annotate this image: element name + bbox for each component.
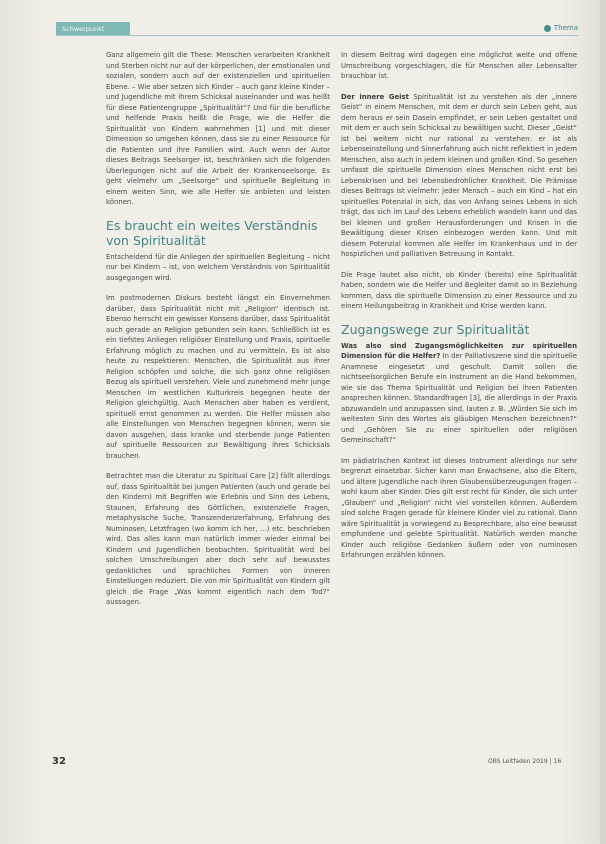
paragraph: Betrachtet man die Literatur zu Spiritual Care [2] fällt allerdings auf, dass Spiritualität bei jungen Patienten (auch und gerade bei den Kindern) mit Begriffen wie Erlebnis und Sinn des Lebens, Staunen, Erfahrung des Göttlichen, existenzielle Fragen, metaphysische Suche, Transzendenzerfahrung, Erfahrung des Numinosen, Letztfragen (wo komm ich her, ...) etc. beschrieben wird. Das alles kann man natürlich immer wieder einmal bei Kindern und Jugendlichen beobachten. Spiritualität wird bei solchen Umschreibungen aber doch sehr auf bewusstes gedankliches und sprachliches Formen von inneren Einstellungen reduziert. Die von mir Spiritualität von Kindern gilt gleich die Frage „Was kommt eigentlich nach dem Tod?“ aussagen.	[106, 472, 330, 606]
header-rule	[56, 35, 578, 36]
left-column	[106, 50, 330, 618]
paragraph: Entscheidend für die Anliegen der spirituellen Begleitung – nicht nur bei Kindern – ist, von welchem Verständnis von Spiritualität ausgegangen wird.	[106, 252, 330, 282]
paragraph-body: In der Palliativszene sind die spirituelle Anamnese eingesetzt und geschult. Damit sollen die nichtseelsorglichen Berufe ein Instrument an die Hand bekommen, wie sie das Thema Spiritualität und Religion bei ihren Patienten ansprechen können. Standardfragen [3], die allerdings in der Praxis abzuwandeln und anzupassen sind, lauten z. B. „Würden Sie sich im weitesten Sinn des Wortes als gläubigen Menschen bezeichnen?“ und „Gehören Sie zu einer spirituellen oder religiösen Gemeinschaft?“	[341, 352, 578, 444]
category-label	[544, 24, 578, 32]
section-tab: Schwerpunkt	[56, 22, 130, 36]
paragraph-lead: Was also sind Zugangsmöglichkeiten zur spirituellen Dimension für die Helfer?	[341, 341, 577, 360]
circle-marker-icon	[544, 25, 551, 32]
section-heading: Zugangswege zur Spiritualität	[341, 321, 530, 337]
paragraph: Im postmodernen Diskurs besteht längst ein Einvernehmen darüber, dass Spiritualität nicht mit „Religion“ identisch ist. Ebenso herrscht ein gewisser Konsens darüber, dass Spiritualität auch gerade an Religion gebunden sein kann. Schließlich ist es ein tiefstes Anliegen religiöser Einstellung und Praxis, spirituelle Erfahrung möglich zu machen und zu vermitteln. Es ist also heute zu respektieren: Menschen, die Spiritualität aus ihrer Religion schöpfen und solche, die sich ganz ohne religiösen Bezug als spirituell verstehen. Viele und zunehmend mehr junge Menschen im westlichen Kulturkreis begegnen heute der Religion gleichgültig. Auch Menschen aber haben es verdient, spirituell ernst genommen zu werden. Die Helfer müssen also alle Einstellungen von Menschen begegnen können, wenn sie davon ausgehen, dass kranke und sterbende junge Patienten auf spirituelle Ressourcen zur Bewältigung ihres Schicksals brauchen.	[106, 294, 330, 460]
category-text: Thema	[553, 24, 578, 32]
paragraph-body: Spiritualität ist zu verstehen als der „innere Geist“ in einem Menschen, mit dem er durch sein Leben geht, aus dem heraus er sein Dasein empfindet, er sein Leben gestaltet und mit dem er auch sein Schicksal zu bewältigen sucht. Dieser „Geist“ ist bei weitem nicht nur rational zu verstehen: er ist als Lebenseinstellung und Sinnerfahrung auch nicht reflektiert in jedem Menschen, also auch in jedem kleinen und großen Kind. So gesehen umfasst die spirituelle Dimension eines Menschen nicht erst bei Lebenskrisen und bei lebensbedrohlicher Krankheit. Die Prämisse dieses Beitrags ist vielmehr: jeder Mensch – auch ein Kind – hat ein spirituelles Potenzial in sich, das von Anfang seines Lebens in sich trägt, das sich im Lauf des Lebens erheblich wandeln kann und das bei kleinen und großen Herausforderungen und Krisen in die Bewältigung dieser Krisen einbezogen werden kann. Und mit diesem Potenzial kommen alle Helfer im Krankenhaus und in der hospizlichen und palliativen Betreuung in Kontakt.	[341, 92, 578, 258]
paragraph: Ganz allgemein gilt die These: Menschen verarbeiten Krankheit und Sterben nicht nur auf der körperlichen, der emotionalen und sozialen, sondern auch auf der existenziellen und spirituellen Ebene. – Wie aber setzen sich Kinder – auch ganz kleine Kinder – und Jugendliche mit ihrem Schicksal auseinander und was heißt für diese Patientengruppe „Spiritualität“? Und für die berufliche und helfende Praxis heißt die Frage, wie die Helfer die Spiritualität von Kindern wahrnehmen [1] und mit dieser Dimension so umgehen können, dass sie zu einer Ressource für die Patienten und ihre Familien wird. Auch wenn der Autor dieses Beitrags Seelsorger ist, beschränken sich die folgenden Überlegungen nicht auf die Arbeit der Krankenseelsorge. Es geht vielmehr um „Seelsorge“ und spirituelle Begleitung in einem weiten Sinn, wie alle Helfer sie anbieten und leisten können.	[106, 51, 330, 206]
page-edge	[600, 0, 606, 844]
paragraph: In diesem Beitrag wird dagegen eine möglichst weite und offene Umschreibung vorgeschlagen, die für Menschen aller Lebensalter brauchbar ist.	[341, 51, 577, 80]
page-number: 32	[52, 756, 66, 767]
journal-reference: OBS Leitfaden 2019 | 16	[488, 758, 562, 765]
section-heading: Es braucht ein weites Verständnis von Spiritualität	[106, 217, 318, 248]
paragraph	[341, 341, 577, 446]
right-column	[341, 50, 577, 571]
paragraph: Die Frage lautet also nicht, ob Kinder (bereits) eine Spiritualität haben, sondern wie die Helfer und Begleiter damit so in Beziehung kommen, dass die spirituelle Dimension zu einer Ressource und zu einem Heilungsbeitrag in Krankheit und Krise werden kann.	[341, 270, 577, 310]
paragraph	[341, 92, 577, 260]
paragraph: Im pädiatrischen Kontext ist dieses Instrument allerdings nur sehr begrenzt einsetzbar. Sicher kann man Erwachsene, also die Eltern, und ältere Jugendliche nach ihren Glaubensüberzeugungen fragen – wohl kaum aber Kinder. Dies gilt erst recht für Kinder, die sich unter „Glauben“ und „Religion“ nicht viel vorstellen können. Außerdem sind solche Fragen gerade für kleinere Kinder viel zu rational. Dann wäre Spiritualität ja vorwiegend zu Besprechbare, also eine bewusst empfundene und gelebte Spiritualität. Natürlich werden manche Kinder auch religiöse Gedanken äußern oder von numinosen Erfahrungen erzählen können.	[341, 456, 577, 559]
paragraph-lead: Der innere Geist	[341, 92, 409, 101]
